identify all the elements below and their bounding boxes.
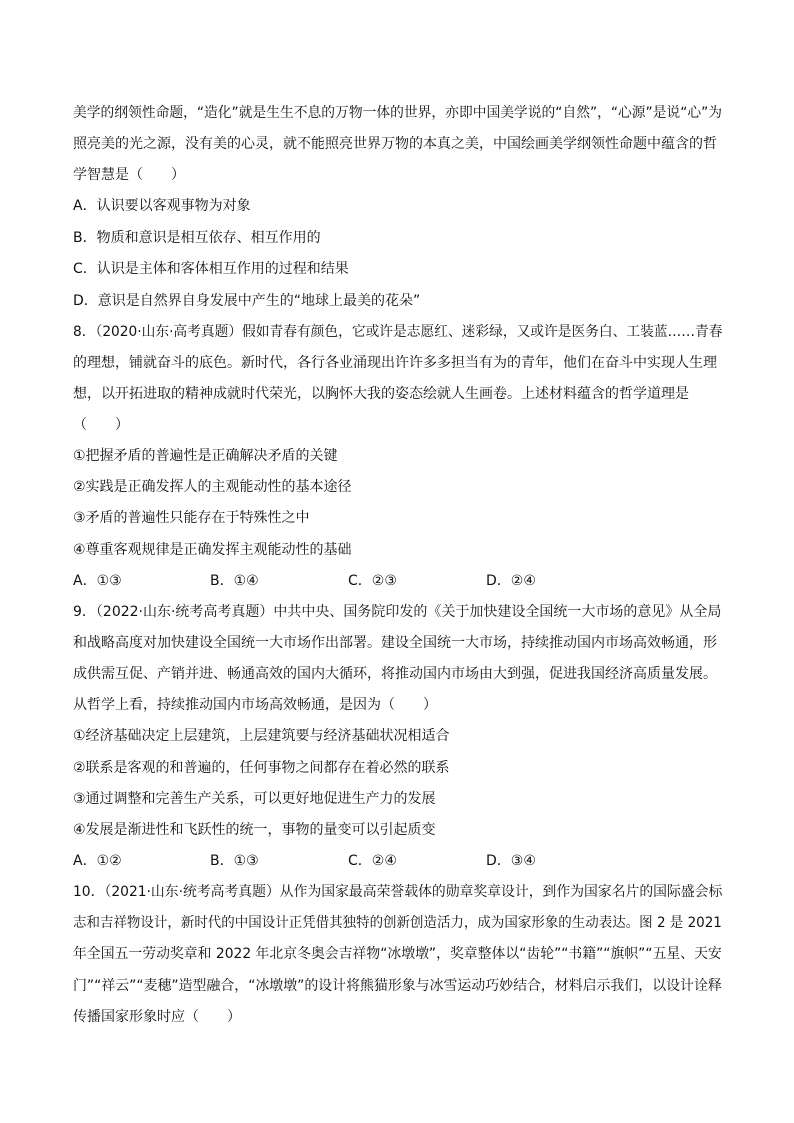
q8-choice-a: A．①③ bbox=[73, 573, 122, 589]
q9-stem-line-4: 从哲学上看，持续推动国内市场高效畅通，是因为（ ） bbox=[73, 697, 437, 713]
q9-choice-c: C．②④ bbox=[348, 853, 397, 869]
q7-stem-line-1: 美学的纲领性命题，“造化”就是生生不息的万物一体的世界，亦即中国美学说的“自然”，“心源”是说“心”为 bbox=[73, 105, 723, 121]
q7-option-a: A．认识要以客观事物为对象 bbox=[73, 198, 251, 214]
q8-choice-c: C．②③ bbox=[348, 573, 397, 589]
q9-stem-line-1: 9．（2022·山东·统考高考真题）中共中央、国务院印发的《关于加快建设全国统一大市场的意见》从全局 bbox=[73, 604, 722, 620]
q10-stem-line-1: 10．（2021·山东·统考高考真题）从作为国家最高荣誉载体的勋章奖章设计，到作为国家名片的国际盛会标 bbox=[73, 884, 723, 900]
q9-stem-line-2: 和战略高度对加快建设全国统一大市场作出部署。建设全国统一大市场，持续推动国内市场高效畅通，形 bbox=[73, 635, 717, 651]
q8-stem-line-2: 的理想，铺就奋斗的底色。新时代，各行各业涌现出许许多多担当有为的青年，他们在奋斗中实现人生理 bbox=[73, 355, 717, 371]
q8-stem-line-1: 8．（2020·山东·高考真题）假如青春有颜色，它或许是志愿红、迷彩绿，又或许是医务白、工装蓝……青春 bbox=[73, 324, 723, 340]
q7-stem-line-3: 学智慧是（ ） bbox=[73, 167, 185, 183]
q9-statement-4: ④发展是渐进性和飞跃性的统一，事物的量变可以引起质变 bbox=[73, 822, 436, 838]
q10-stem-line-2: 志和吉祥物设计，新时代的中国设计正凭借其独特的创新创造活力，成为国家形象的生动表达。图 2 是 2021 bbox=[73, 915, 722, 931]
q8-statement-1: ①把握矛盾的普遍性是正确解决矛盾的关键 bbox=[73, 448, 338, 464]
q10-stem-line-3: 年全国五一劳动奖章和 2022 年北京冬奥会吉祥物“冰墩墩”，奖章整体以“齿轮”“书籍”“旗帜”“五星、天安 bbox=[73, 946, 722, 962]
q8-statement-4: ④尊重客观规律是正确发挥主观能动性的基础 bbox=[73, 542, 352, 558]
q10-stem-line-5: 传播国家形象时应（ ） bbox=[73, 1009, 241, 1025]
q9-stem-line-3: 成供需互促、产销并进、畅通高效的国内大循环，将推动国内市场由大到强，促进我国经济高质量发展。 bbox=[73, 666, 717, 682]
q9-choice-a: A．①② bbox=[73, 853, 122, 869]
q9-choice-b: B．①③ bbox=[210, 853, 259, 869]
q7-option-d: D．意识是自然界自身发展中产生的“地球上最美的花朵” bbox=[73, 293, 421, 309]
q9-statement-1: ①经济基础决定上层建筑，上层建筑要与经济基础状况相适合 bbox=[73, 728, 450, 744]
q9-choices bbox=[73, 851, 673, 871]
q8-choice-d: D．②④ bbox=[486, 573, 536, 589]
q9-statement-2: ②联系是客观的和普遍的，任何事物之间都存在着必然的联系 bbox=[73, 760, 450, 776]
q7-option-c: C．认识是主体和客体相互作用的过程和结果 bbox=[73, 261, 349, 277]
q9-choice-d: D．③④ bbox=[486, 853, 536, 869]
q8-choices bbox=[73, 571, 673, 591]
q10-stem-line-4: 门”“祥云”“麦穗”造型融合，“冰墩墩”的设计将熊猫形象与冰雪运动巧妙结合，材料启示我们，以设计诠释 bbox=[73, 978, 722, 994]
q8-stem-line-3: 想，以开拓进取的精神成就时代荣光，以胸怀大我的姿态绘就人生画卷。上述材料蕴含的哲学道理是 bbox=[73, 386, 689, 402]
q8-statement-2: ②实践是正确发挥人的主观能动性的基本途径 bbox=[73, 479, 352, 495]
q7-option-b: B．物质和意识是相互依存、相互作用的 bbox=[73, 230, 321, 246]
q7-stem-line-2: 照亮美的光之源，没有美的心灵，就不能照亮世界万物的本真之美，中国绘画美学纲领性命题中蕴含的哲 bbox=[73, 136, 717, 152]
q8-choice-b: B．①④ bbox=[210, 573, 259, 589]
q8-statement-3: ③矛盾的普遍性只能存在于特殊性之中 bbox=[73, 510, 310, 526]
q9-statement-3: ③通过调整和完善生产关系，可以更好地促进生产力的发展 bbox=[73, 791, 436, 807]
q8-stem-line-4: （ ） bbox=[73, 417, 129, 433]
